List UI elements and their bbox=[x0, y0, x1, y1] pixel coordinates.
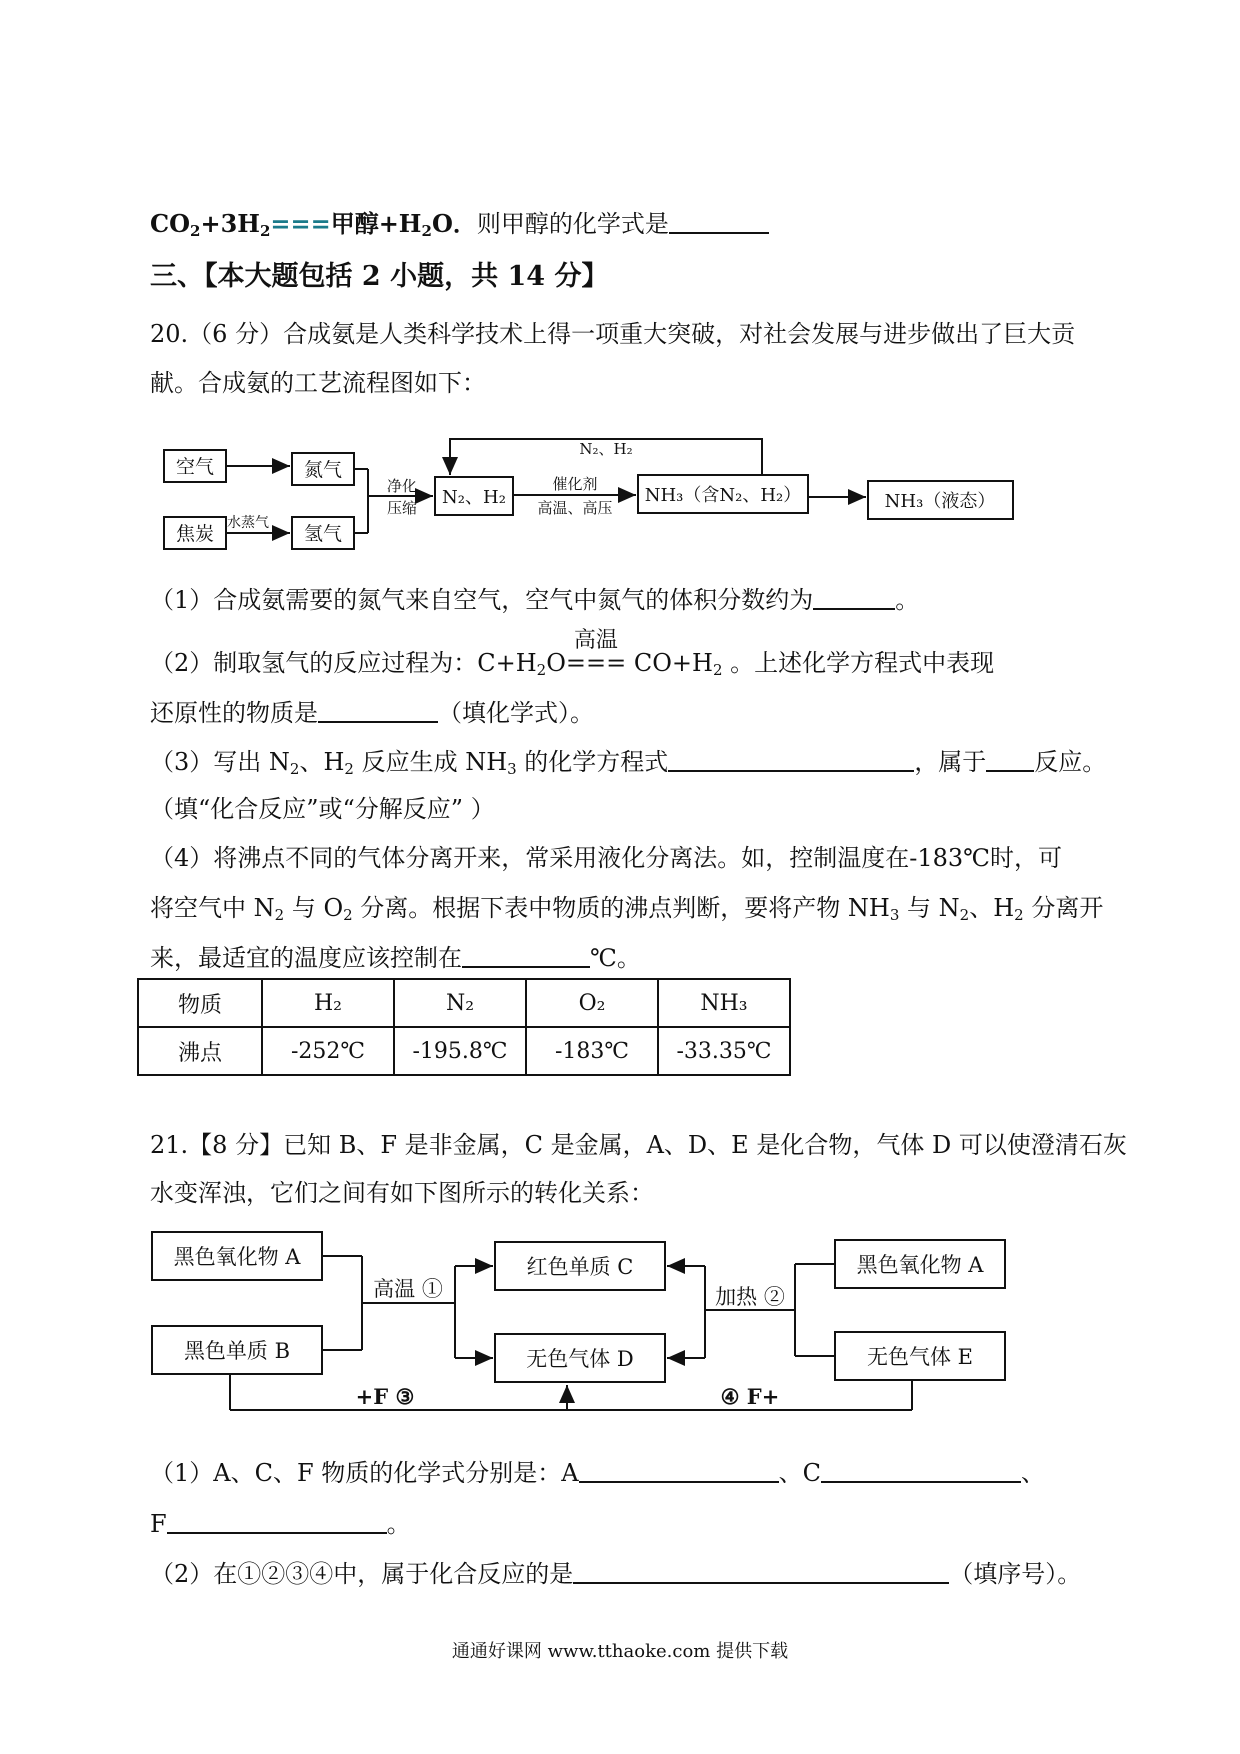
answer-blank-q20-1[interactable] bbox=[813, 584, 895, 610]
conversion-relationship-diagram bbox=[140, 1228, 1020, 1418]
label-black-element-b: 黑色单质 B bbox=[183, 1339, 291, 1363]
flow-label-hydrogen: 氢气 bbox=[303, 523, 343, 545]
q20-part1: （1）合成氨需要的氮气来自空气，空气中氮气的体积分数约为 。 bbox=[150, 586, 920, 614]
label-reaction-1: 高温 ① bbox=[373, 1277, 443, 1301]
q20-part2: （2）制取氢气的反应过程为：$C+H_2O$ 高温 === $CO+H_2$ 。上述化学方程式中表现 bbox=[150, 628, 995, 679]
q20-part2-line2: 还原性的物质是 （填化学式）。 bbox=[150, 699, 594, 727]
section-3-title: 三、【本大题包括 2 小题，共 14 分】 bbox=[150, 261, 609, 292]
answer-blank-q20-3-equation[interactable] bbox=[668, 746, 914, 772]
table-cell: -252℃ bbox=[262, 1027, 394, 1075]
boiling-point-table bbox=[137, 978, 791, 1076]
answer-blank-q21-f[interactable] bbox=[167, 1508, 387, 1534]
q21-part1: （1）A、C、F 物质的化学式分别是：A 、C 、 bbox=[150, 1459, 1045, 1487]
q20-intro-line1: 20.（6 分）合成氨是人类科学技术上得一项重大突破，对社会发展与进步做出了巨大贡 bbox=[150, 320, 1076, 348]
q20-part3-line2: （填“化合反应”或“分解反应” ） bbox=[150, 795, 495, 823]
q21-part1-line2: F 。 bbox=[150, 1510, 411, 1538]
table-cell: -183℃ bbox=[526, 1027, 658, 1075]
table-row bbox=[138, 979, 790, 1027]
ammonia-process-flow-diagram bbox=[150, 425, 1030, 560]
page-footer: 通通好课网 www.tthaoke.com 提供下载 bbox=[451, 1641, 789, 1662]
answer-blank-q21-c[interactable] bbox=[821, 1457, 1021, 1483]
flow-label-recycle: N₂、H₂ bbox=[579, 440, 633, 458]
flow-label-conditions: 高温、高压 bbox=[537, 499, 613, 517]
flow-label-catalyst: 催化剂 bbox=[552, 475, 598, 493]
q20-intro-line2: 献。合成氨的工艺流程图如下： bbox=[150, 369, 486, 397]
q20-part3: （3）写出 $N_2$、$H_2$ 反应生成 $NH_3$ 的化学方程式 ，属于 反应。 bbox=[150, 748, 1107, 778]
q20-part4-line1: （4）将沸点不同的气体分离开来，常采用液化分离法。如，控制温度在-183℃时，可 bbox=[150, 844, 1063, 872]
table-cell: -33.35℃ bbox=[658, 1027, 790, 1075]
q20-part4-line2: 将空气中 $N_2$ 与 $O_2$ 分离。根据下表中物质的沸点判断，要将产物 $NH_3$ 与 $N_2$、$H_2$ 分离开 bbox=[150, 894, 1104, 924]
top-equation-line: $CO_2+3H_2===$甲醇$+H_2O$．则甲醇的化学式是 bbox=[150, 208, 769, 239]
table-header-substance: 物质 bbox=[138, 979, 262, 1027]
answer-blank-q20-3-type[interactable] bbox=[986, 746, 1034, 772]
flow-label-steam: 水蒸气 bbox=[227, 515, 269, 531]
answer-blank-q20-2[interactable] bbox=[318, 697, 438, 723]
q20-part4-line3: 来，最适宜的温度应该控制在 ℃。 bbox=[150, 944, 641, 972]
q21-intro-line1: 21.【8 分】已知 B、F 是非金属，C 是金属，A、D、E 是化合物，气体 D 可以使澄清石灰 bbox=[150, 1131, 1127, 1159]
label-black-oxide-a-left: 黑色氧化物 A bbox=[173, 1245, 301, 1269]
label-reaction-4: ④ F+ bbox=[720, 1384, 780, 1409]
table-cell: O₂ bbox=[526, 979, 658, 1027]
label-colorless-gas-e: 无色气体 E bbox=[866, 1345, 974, 1369]
label-reaction-2: 加热 ② bbox=[715, 1285, 785, 1309]
answer-blank-q21-2[interactable] bbox=[573, 1558, 949, 1584]
answer-blank-q20-4[interactable] bbox=[462, 942, 590, 968]
label-black-oxide-a-right: 黑色氧化物 A bbox=[856, 1253, 984, 1277]
table-header-boiling-point: 沸点 bbox=[138, 1027, 262, 1075]
table-row bbox=[138, 1027, 790, 1075]
flow-label-nh3-liquid: NH₃（液态） bbox=[884, 491, 996, 512]
flow-label-air: 空气 bbox=[175, 456, 215, 478]
table-cell: N₂ bbox=[394, 979, 526, 1027]
q21-part2: （2）在①②③④中，属于化合反应的是 （填序号）。 bbox=[150, 1560, 1082, 1588]
answer-blank-methanol[interactable] bbox=[669, 208, 769, 234]
flow-label-n2h2: N₂、H₂ bbox=[442, 487, 506, 508]
flow-label-nitrogen: 氮气 bbox=[303, 459, 343, 481]
label-reaction-3: +F ③ bbox=[355, 1384, 415, 1409]
flow-label-compress: 压缩 bbox=[386, 499, 418, 517]
q21-intro-line2: 水变浑浊，它们之间有如下图所示的转化关系： bbox=[150, 1179, 654, 1207]
table-cell: H₂ bbox=[262, 979, 394, 1027]
flow-label-nh3-mixture: NH₃（含N₂、H₂） bbox=[644, 485, 802, 506]
answer-blank-q21-a[interactable] bbox=[579, 1457, 779, 1483]
table-cell: NH₃ bbox=[658, 979, 790, 1027]
flow-label-coke: 焦炭 bbox=[175, 523, 215, 545]
label-colorless-gas-d: 无色气体 D bbox=[526, 1347, 634, 1371]
label-red-element-c: 红色单质 C bbox=[526, 1255, 634, 1279]
table-cell: -195.8℃ bbox=[394, 1027, 526, 1075]
flow-label-purify: 净化 bbox=[386, 477, 418, 495]
